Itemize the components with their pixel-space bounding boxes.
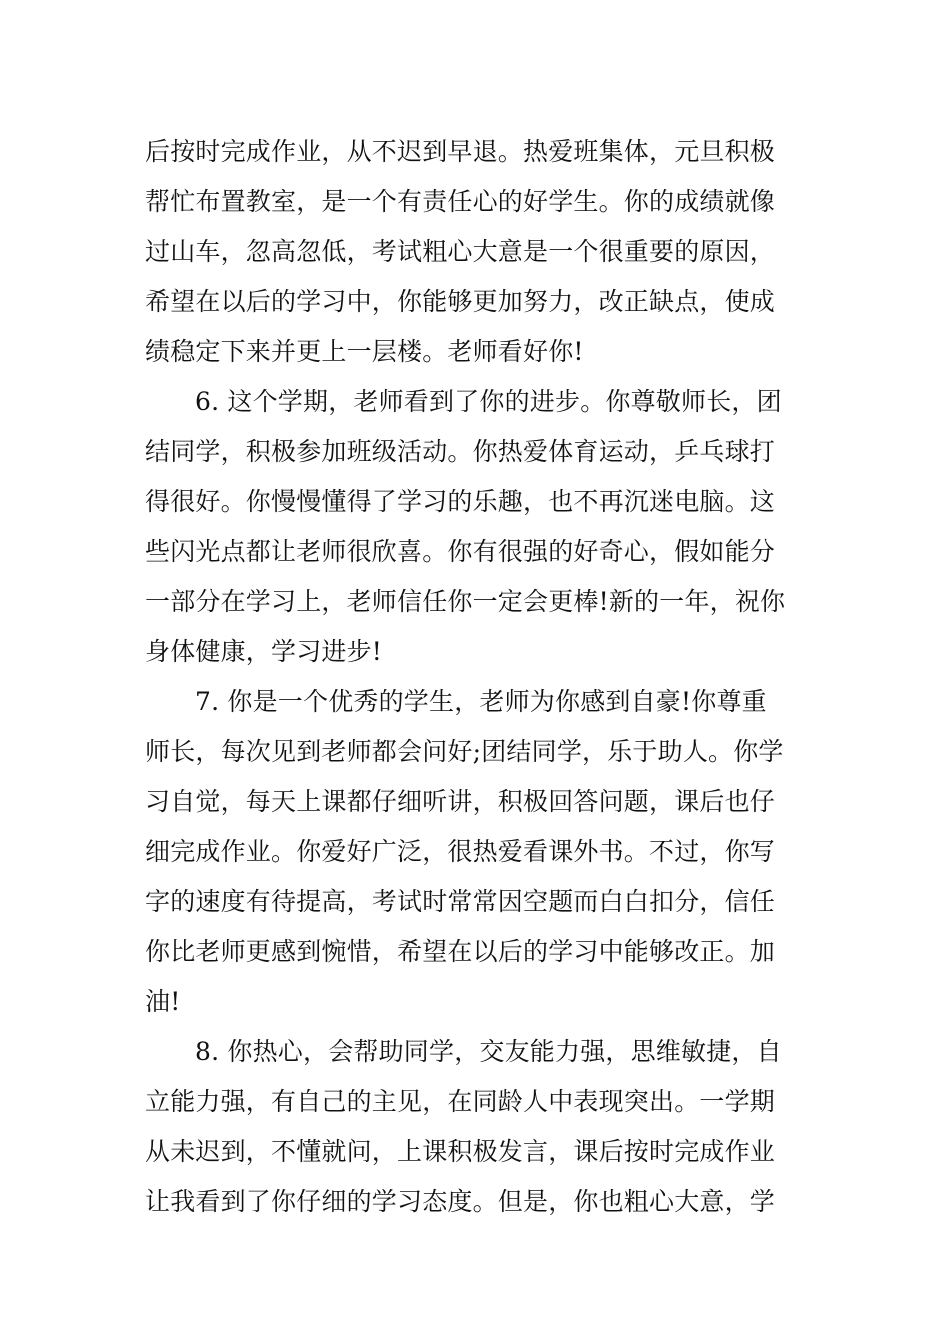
text-line: 习自觉，每天上课都仔细听讲，积极回答问题，课后也仔 xyxy=(145,787,776,816)
paragraph-6-start: 6. 这个学期，老师看到了你的进步。你尊敬师长，团 xyxy=(195,387,782,416)
text-line: 一部分在学习上，老师信任你一定会更棒!新的一年，祝你 xyxy=(145,587,786,616)
text-line: 字的速度有待提高，考试时常常因空题而白白扣分，信任 xyxy=(145,887,776,916)
text-line: 绩稳定下来并更上一层楼。老师看好你! xyxy=(145,337,584,366)
text-line: 些闪光点都让老师很欣喜。你有很强的好奇心，假如能分 xyxy=(145,537,776,566)
text-line: 希望在以后的学习中，你能够更加努力，改正缺点，使成 xyxy=(145,287,776,316)
text-line: 你比老师更感到惋惜，希望在以后的学习中能够改正。加 xyxy=(145,937,776,966)
text-line: 得很好。你慢慢懂得了学习的乐趣，也不再沉迷电脑。这 xyxy=(145,487,776,516)
text-line: 让我看到了你仔细的学习态度。但是，你也粗心大意，学 xyxy=(145,1187,776,1216)
text-line: 师长，每次见到老师都会问好;团结同学，乐于助人。你学 xyxy=(145,737,784,766)
text-line: 结同学，积极参加班级活动。你热爱体育运动，乒乓球打 xyxy=(145,437,776,466)
text-line: 细完成作业。你爱好广泛，很热爱看课外书。不过，你写 xyxy=(145,837,776,866)
paragraph-7-start: 7. 你是一个优秀的学生，老师为你感到自豪!你尊重 xyxy=(195,687,767,716)
text-line: 后按时完成作业，从不迟到早退。热爱班集体，元旦积极 xyxy=(145,137,776,166)
paragraph-8-start: 8. 你热心，会帮助同学，交友能力强，思维敏捷，自 xyxy=(195,1037,782,1066)
text-line: 从未迟到，不懂就问，上课积极发言，课后按时完成作业 xyxy=(145,1137,776,1166)
text-line: 身体健康，学习进步! xyxy=(145,637,383,666)
text-line: 油! xyxy=(145,987,181,1016)
text-line: 过山车，忽高忽低，考试粗心大意是一个很重要的原因， xyxy=(145,237,776,266)
text-line: 帮忙布置教室，是一个有责任心的好学生。你的成绩就像 xyxy=(145,187,776,216)
text-line: 立能力强，有自己的主见，在同龄人中表现突出。一学期 xyxy=(145,1087,776,1116)
